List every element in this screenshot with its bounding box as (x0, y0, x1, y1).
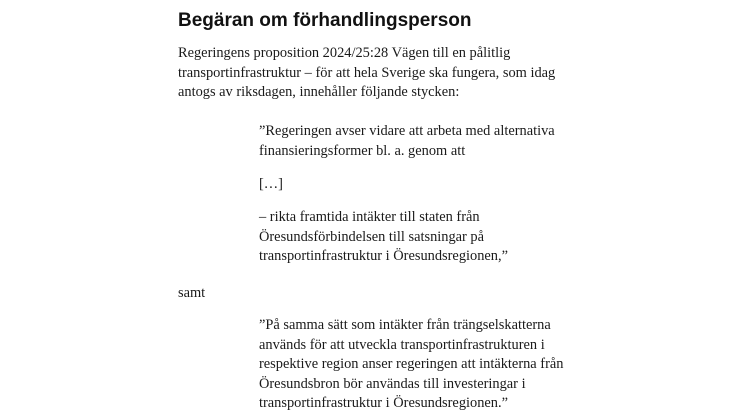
quote-line: används för att utveckla transportinfrastrukturen i (259, 336, 545, 353)
quote-line: transportinfrastruktur i Öresundsregionen,” (259, 248, 508, 265)
intro-line: Regeringens proposition 2024/25:28 Vägen till en pålitlig (178, 45, 511, 61)
samt-text: samt (178, 285, 206, 301)
quote-line: Öresundsbron bör användas till investeringar i (259, 375, 526, 392)
intro-line: transportinfrastruktur – för att hela Sverige ska fungera, som idag (178, 64, 556, 81)
quote-line: transportinfrastruktur i Öresundsregionen.” (259, 395, 508, 412)
quote-line: Öresundsförbindelsen till satsningar på (259, 228, 485, 245)
quote-line: finansieringsformer bl. a. genom att (259, 142, 466, 159)
document-heading: Begäran om förhandlingsperson (178, 10, 472, 31)
quote-line: – rikta framtida intäkter till staten från (259, 209, 480, 225)
quote-line: ”Regeringen avser vidare att arbeta med alternativa (259, 123, 555, 139)
quote-ellipsis: […] (259, 176, 283, 192)
block-quote-2 (259, 208, 639, 267)
quote-line: respektive region anser regeringen att intäkterna från (259, 356, 564, 373)
block-quote-3 (259, 316, 639, 414)
quote-line: ”På samma sätt som intäkter från trängselskatterna (259, 317, 551, 333)
block-quote-1 (259, 122, 639, 161)
intro-line: antogs av riksdagen, innehåller följande stycken: (178, 84, 460, 101)
intro-paragraph (178, 44, 648, 103)
